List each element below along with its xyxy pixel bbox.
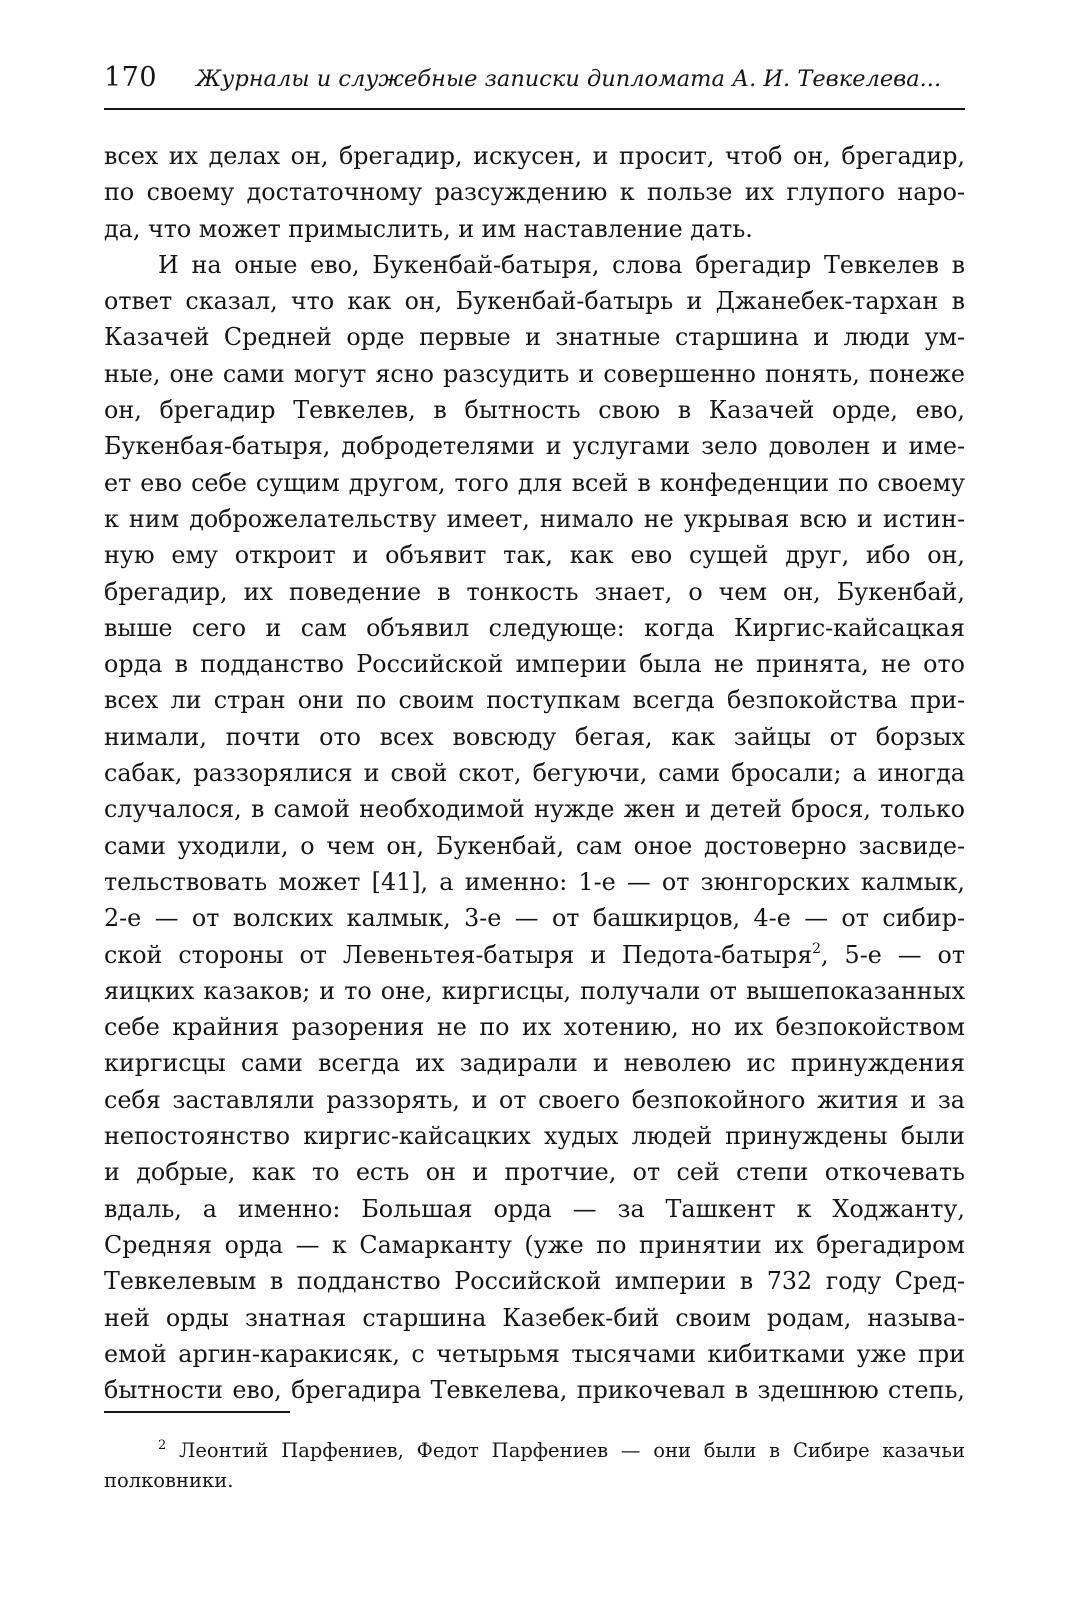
footnote-rule	[104, 1411, 290, 1413]
text-line: И на оные ево, Букенбай-батыря, слова брегадир Тевкелев в	[158, 250, 965, 279]
text-line: непостоянство киргис-кайсацких худых людей принуждены были	[104, 1122, 965, 1151]
text-line: киргисцы сами всегда их задирали и неволею ис принуждения	[104, 1049, 965, 1078]
text-line-with-footnote	[104, 937, 965, 973]
running-title: Журналы и служебные записки дипломата А. И. Тевкелева...	[196, 66, 942, 92]
page-number: 170	[104, 62, 158, 93]
text-line: брегадир, их поведение в тонкость знает, о чем он, Букенбай,	[104, 577, 965, 606]
footnote-mark: 2	[158, 1438, 167, 1454]
text-line: яицких казаков; и то оне, киргисцы, получали от вышепоказанных	[104, 976, 965, 1005]
text-line: ные, оне сами могут ясно разсудить и совершенно понять, понеже	[104, 359, 965, 388]
text-line: Казачей Средней орде первые и знатные старшина и люди ум-	[104, 323, 965, 352]
text-line: случалося, в самой необходимой нужде жен и детей брося, только	[104, 795, 965, 824]
text-line: бытности ево, брегадира Тевкелева, прикочевал в здешнюю степь,	[104, 1376, 965, 1405]
text-line: да, что может примыслить, и им наставление дать.	[104, 214, 753, 243]
text-line: себе крайния разорения не по их хотению, но их безпокойством	[104, 1013, 965, 1042]
text-line: себя заставляли раззорять, и от своего безпокойного жития и за	[104, 1085, 965, 1114]
footnote-text: Леонтий Парфениев, Федот Парфениев — они были в Сибире казачьи	[179, 1439, 965, 1462]
text-line: нимали, почти ото всех вовсюду бегая, как зайцы от борзых	[104, 722, 965, 751]
text-line: Букенбая-батыря, добродетелями и услугами зело доволен и име-	[104, 432, 965, 461]
text-line: выше сего и сам объявил следующе: когда Киргис-кайсацкая	[104, 613, 965, 642]
text-line: и добрые, как то есть он и протчие, от сей степи откочевать	[104, 1158, 965, 1187]
text-line: Тевкелевым в подданство Российской империи в 732 году Сред-	[104, 1267, 965, 1296]
text-segment: ской стороны от Левеньтея-батыря и Педота-батыря	[104, 940, 813, 969]
text-line: 2-е — от волских калмык, 3-е — от башкирцов, 4-е — от сибир-	[104, 904, 965, 933]
footnote	[104, 1436, 965, 1496]
text-segment: , 5-е — от	[821, 940, 965, 969]
text-line: ет ево себе сущим другом, того для всей в конфеденции по своему	[104, 468, 965, 497]
text-line: всех ли стран они по своим поступкам всегда безпокойства при-	[104, 686, 965, 715]
text-line: вдаль, а именно: Большая орда — за Ташкент к Ходжанту,	[104, 1194, 965, 1223]
text-line: Средняя орда — к Самарканту (уже по принятии их брегадиром	[104, 1230, 965, 1259]
text-line: ней орды знатная старшина Казебек-бий своим родам, называ-	[104, 1303, 965, 1332]
text-line: емой аргин-каракисяк, с четырьмя тысячами кибитками уже при	[104, 1339, 965, 1368]
text-line: тельствовать может [41], а именно: 1-е — от зюнгорских калмык,	[104, 867, 965, 896]
footnote-reference[interactable]: 2	[812, 940, 822, 957]
text-line: сами уходили, о чем он, Букенбай, сам оное достоверно засвиде-	[104, 831, 965, 860]
footnote-line	[104, 1436, 965, 1466]
text-line: ную ему откроит и объявит так, как ево сущей друг, ибо он,	[104, 541, 965, 570]
header-rule	[104, 108, 965, 110]
text-line: ответ сказал, что как он, Букенбай-батырь и Джанебек-тархан в	[104, 287, 965, 316]
text-line: он, брегадир Тевкелев, в бытность свою в Казачей орде, ево,	[104, 396, 965, 425]
page-header	[104, 62, 965, 102]
text-line: всех их делах он, брегадир, искусен, и просит, чтоб он, брегадир,	[104, 142, 965, 170]
text-line: к ним доброжелательству имеет, нимало не укрывая всю и истин-	[104, 504, 965, 533]
footnote-line: полковники.	[104, 1469, 234, 1492]
text-line: по своему достаточному разсуждению к пользе их глупого наро-	[104, 178, 965, 207]
text-line: орда в подданство Российской империи была не принята, не ото	[104, 650, 965, 679]
body-text	[104, 138, 965, 1408]
text-line: сабак, раззорялися и свой скот, бегуючи, сами бросали; а иногда	[104, 759, 965, 788]
